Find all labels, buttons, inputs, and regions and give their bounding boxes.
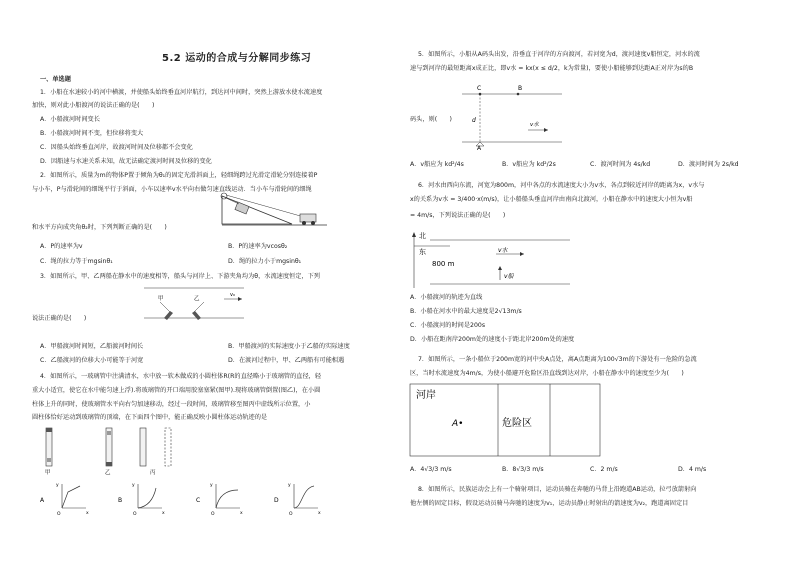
q5-option-b: B．v船应为 kd²/2s (502, 161, 556, 168)
svg-text:x: x (318, 511, 321, 516)
svg-text:x: x (86, 511, 89, 516)
q3-option-d: D．在渡河过程中，甲、乙两船有可能相遇 (228, 357, 345, 364)
q1-option-d: D．因船速与水速关系未知，故无法确定渡河时间及位移的变化 (40, 158, 212, 165)
q4-graph-c-label: C (196, 497, 201, 504)
q6-option-d: D．小船在距南岸200m处的速度小于距北岸200m处的速度 (410, 336, 575, 343)
q2-text-line3: 和水平方向成夹角θ₂时，下列判断正确的是( ) (32, 224, 167, 231)
q3-text-line1: 3．如图所示，甲、乙两船在静水中的速度相等，船头与河岸上、下游夹角均为θ，水流速度恒定，下列 (40, 273, 320, 280)
q1-option-c: C．因船头始终垂直河岸，故渡河时间及位移都不会变化 (40, 144, 193, 151)
q6-label-vboat: v船 (504, 273, 514, 280)
q5-option-d: D．渡河时间为 2s/kd (678, 161, 739, 168)
q5-text-line3: 码头，则( ) (410, 116, 452, 123)
q4-graph-d (274, 483, 321, 517)
q3-option-c: C．乙船渡河的位移大小可能等于河宽 (40, 357, 144, 364)
svg-text:O: O (211, 512, 215, 517)
q5-option-a: A．v船应为 kd²/4s (410, 161, 464, 168)
q4-text-line2: 重大小适宜，使它在水中能匀速上浮).将玻璃管的开口端用胶塞塞紧(图甲).现将玻璃管倒置(图乙)，在小圆 (32, 387, 321, 394)
q4-graph-b (118, 483, 165, 517)
q7-option-c: C．2 m/s (590, 466, 618, 473)
svg-text:O: O (133, 512, 137, 517)
q4-graph-c (196, 483, 243, 517)
q6-option-b: B．小船在河水中的最大速度是2√13m/s (410, 308, 522, 315)
q6-river-figure (410, 226, 570, 288)
q4-label-jia: 甲 (45, 470, 51, 476)
q5-label-vwater: v水 (530, 122, 539, 128)
q3-label-v0: v₀ (230, 292, 235, 298)
left-column (32, 0, 392, 562)
q7-text-line2: 区，当时水流速度为4m/s，为使小船避开危险区沿直线到达对岸，小船在静水中的速度至少为( ) (410, 370, 684, 377)
q5-text-line1: 5．如图所示，小船从A码头出发，沿垂直于河岸的方向渡河，若河宽为d，渡河速度v船恒定，河水的流 (418, 51, 700, 58)
q5-river-figure (462, 80, 572, 152)
svg-text:y: y (288, 483, 291, 488)
q2-option-c: C．绳的拉力等于mgsinθ₁ (40, 258, 113, 265)
q5-label-a: A (477, 145, 482, 152)
q5-label-c: C (477, 85, 482, 92)
q4-tubes-figure (40, 424, 180, 476)
q4-graph-d-label: D (274, 497, 279, 504)
q2-incline-figure (222, 190, 332, 230)
q4-label-bing: 丙 (150, 470, 156, 476)
q1-text-line2: 加快，则对此小船渡河的说法正确的是( ) (32, 102, 155, 109)
q7-option-a: A．4√3/3 m/s (410, 466, 452, 473)
q3-option-b: B．甲船渡河的实际速度小于乙船的实际速度 (228, 343, 350, 350)
q3-label-yi: 乙 (194, 296, 200, 302)
q4-graph-options (40, 478, 340, 518)
q6-option-c: C．小船渡河的时间是200s (410, 322, 486, 329)
q6-text-line1: 6．河水由西向东流，河宽为800m，河中各点的水流速度大小为v水，各点到较近河岸的距离为x，v水与 (418, 182, 705, 189)
q4-label-yi: 乙 (105, 470, 111, 476)
q5-text-line2: 速与到河岸的最短距离x成正比，即v水 = kx(x ≤ d/2，k为常量)，要使小船能够到达距A正对岸为s的B (410, 65, 694, 72)
q7-label-a: A• (452, 419, 464, 429)
q3-label-jia: 甲 (158, 296, 164, 302)
q6-option-a: A．小船渡河的轨迹为直线 (410, 294, 483, 301)
q3-boats-figure (144, 284, 254, 324)
q4-text-line1: 4．如图所示，一玻璃管中注满清水，水中放一软木做成的小圆柱体R(R的直径略小于玻璃管的直径，轻 (40, 373, 322, 380)
q5-label-b: B (518, 85, 523, 92)
q1-text-line1: 1．小船在水速较小的河中横渡，并使船头始终垂直河岸航行，到达河中间时，突然上游放水使水流速度 (40, 89, 323, 96)
q4-graph-a (40, 483, 89, 517)
q1-option-b: B．小船渡河时间不变，但位移将变大 (40, 130, 144, 137)
right-column (402, 0, 762, 562)
q2-option-a: A．P的速率为v (40, 243, 83, 250)
svg-text:y: y (210, 483, 213, 488)
q5-label-d: d (472, 117, 476, 124)
q6-label-east: 东 (419, 248, 426, 256)
svg-text:O: O (289, 512, 293, 517)
svg-text:x: x (240, 511, 243, 516)
q8-text-line1: 8．如图所示，民族运动会上有一个骑射项目，运动员骑在奔驰的马背上沿跑道AB运动，拉弓放箭射向 (418, 486, 697, 493)
q7-label-bank: 河岸 (416, 390, 436, 401)
q6-text-line2: x的关系为v水 = 3/400·x(m/s)，让小船船头垂直河岸由南向北渡河，小船在静水中的速度大小恒为v船 (410, 196, 693, 203)
svg-text:O: O (57, 512, 61, 517)
q4-graph-a-label: A (40, 497, 45, 504)
q3-text-line2: 说法正确的是( ) (32, 315, 87, 322)
section-heading: 一、单选题 (40, 76, 71, 83)
document-title: 5.2 运动的合成与分解同步练习 (162, 53, 312, 64)
q7-label-danger: 危险区 (502, 418, 532, 429)
q7-option-d: D．4 m/s (678, 466, 707, 473)
q5-option-c: C．渡河时间为 4s/kd (590, 161, 651, 168)
q2-option-b: B．P的速率为vcosθ₂ (228, 243, 288, 250)
svg-text:y: y (56, 483, 59, 488)
svg-text:y: y (132, 483, 135, 488)
q4-graph-b-label: B (118, 497, 123, 504)
q3-option-a: A．甲船渡河时间短，乙船渡河时间长 (40, 343, 144, 350)
q7-text-line1: 7．如图所示，一条小船位于200m宽的河中央A点处，离A点距离为100√3m的下游处有一危险的急流 (418, 356, 697, 363)
q4-text-line4: 圆柱体恰好运动到玻璃管的顶端，在下面四个图中，能正确反映小圆柱体运动轨迹的是 (32, 414, 268, 421)
q7-river-figure (410, 384, 610, 458)
q7-option-b: B．8√3/3 m/s (502, 466, 544, 473)
q2-option-d: D．绳的拉力小于mgsinθ₁ (228, 258, 302, 265)
q6-label-width: 800 m (432, 260, 455, 268)
q4-text-line3: 柱体上升的同时，使玻璃管水平向右匀加速移动，经过一段时间，玻璃管移至图丙中虚线所示位置，小 (32, 401, 311, 408)
q2-text-line1: 2．如图所示，质量为m的物体P置于倾角为θ₁的固定光滑斜面上，轻细绳跨过光滑定滑轮分别连接着P (40, 172, 318, 179)
q6-label-vwater: v水 (498, 247, 508, 254)
q2-text-line2: 与小车，P与滑轮间的细绳平行于斜面，小车以速率v水平向右做匀速直线运动．当小车与滑轮间的细绳 (32, 186, 312, 193)
q1-option-a: A．小船渡河时间变长 (40, 116, 100, 123)
svg-text:x: x (162, 511, 165, 516)
q6-text-line3: = 4m/s，下列说法正确的是( ) (410, 212, 506, 219)
q8-text-line2: 他左侧的固定目标，假设运动员骑马奔驰的速度为v₁，运动员静止时射出的箭速度为v₂，跑道离固定目 (410, 500, 689, 507)
q6-label-north: 北 (419, 232, 426, 240)
